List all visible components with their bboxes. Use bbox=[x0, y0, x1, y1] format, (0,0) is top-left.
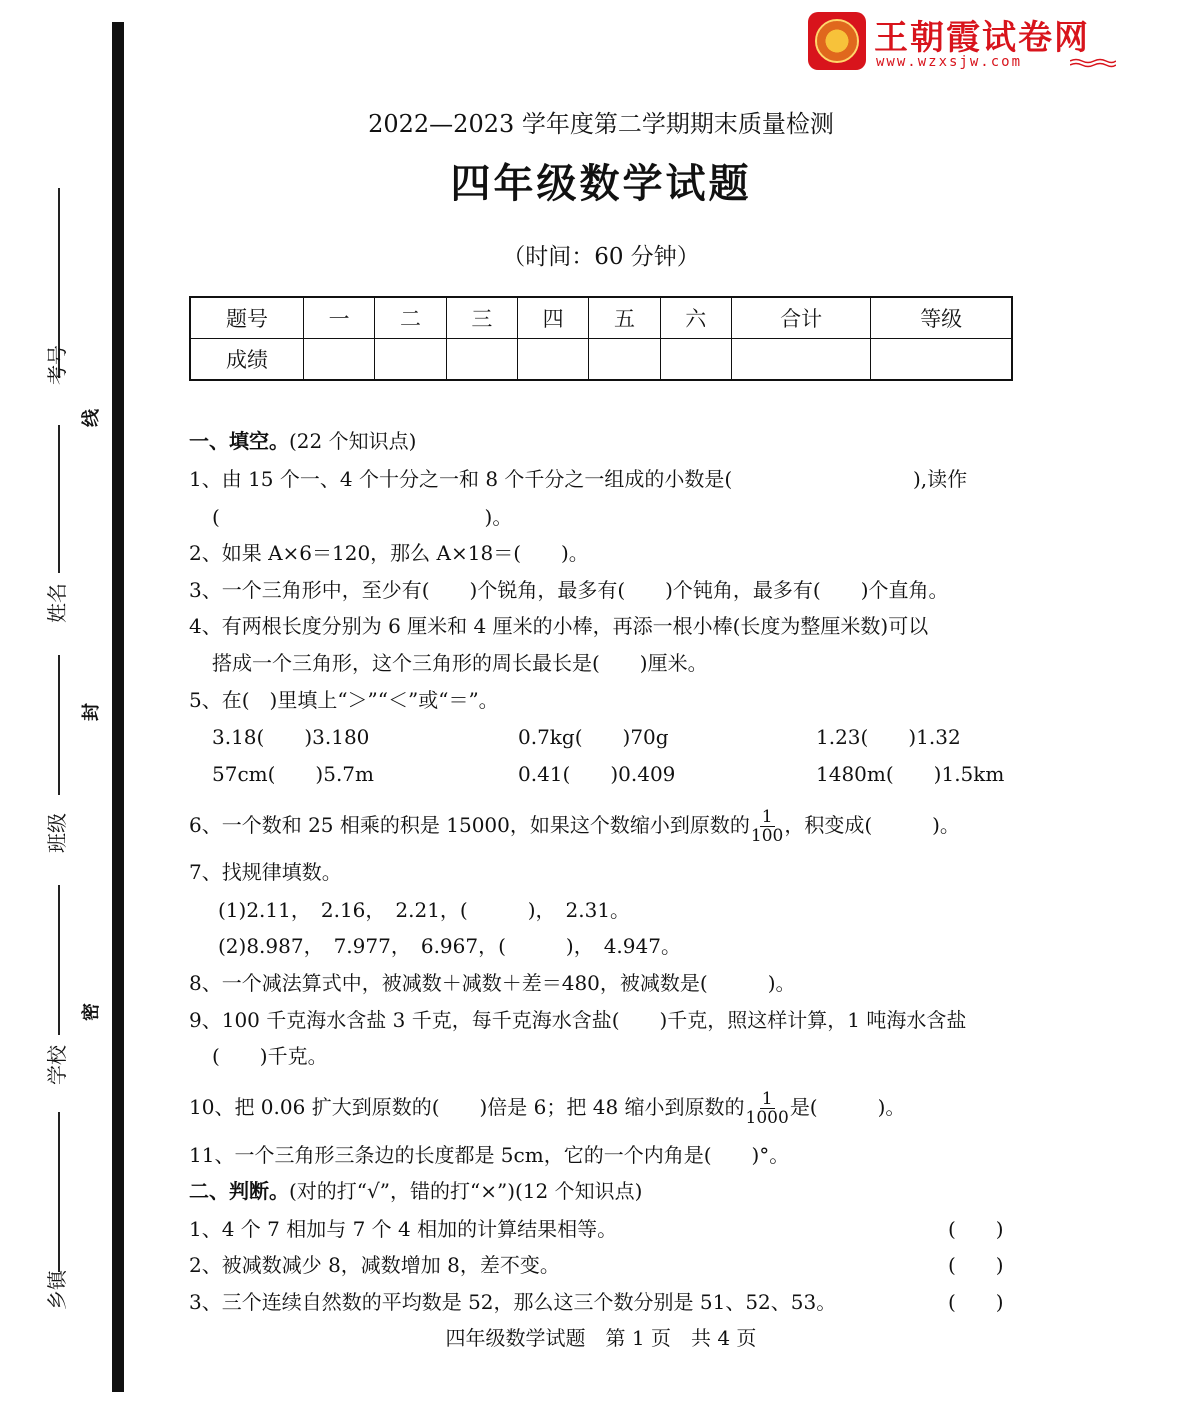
score-table bbox=[189, 296, 1013, 381]
town-label: 乡镇 bbox=[44, 1270, 69, 1310]
student-name-label: 姓名 bbox=[44, 583, 69, 623]
fraction-denominator: 100 bbox=[750, 826, 784, 846]
question-8: 8、一个减法算式中，被减数＋减数＋差＝480，被减数是( )。 bbox=[189, 971, 796, 995]
judge-item: 3、三个连续自然数的平均数是 52，那么这三个数分别是 51、52、53。 bbox=[189, 1290, 837, 1314]
page-footer: 四年级数学试题 第 1 页 共 4 页 bbox=[445, 1326, 757, 1350]
score-input-cell[interactable] bbox=[304, 339, 375, 381]
section1-note: (22 个知识点) bbox=[289, 429, 417, 453]
compare-item: 1.23( )1.32 bbox=[816, 725, 961, 749]
score-input-cell[interactable] bbox=[871, 339, 1012, 381]
site-logo bbox=[808, 10, 1118, 74]
cut-mark-line: 线 bbox=[81, 409, 102, 427]
question-9-continued: ( )千克。 bbox=[212, 1044, 328, 1068]
logo-url: www.wzxsjw.com bbox=[876, 54, 1023, 70]
question-1-text-end: ),读作 bbox=[912, 467, 968, 491]
binding-line bbox=[58, 1112, 60, 1272]
question-7-1: (1)2.11， 2.16， 2.21，( )， 2.31。 bbox=[218, 898, 631, 922]
question-1-paren-open: ( bbox=[212, 505, 220, 529]
question-6-text-end: ，积变成( )。 bbox=[784, 813, 960, 837]
section1-heading bbox=[189, 427, 1015, 455]
question-4: 4、有两根长度分别为 6 厘米和 4 厘米的小棒，再添一根小棒(长度为整厘米数)可以 bbox=[189, 614, 929, 638]
fraction-numerator: 1 bbox=[761, 807, 773, 827]
exam-title: 四年级数学试题 bbox=[450, 160, 752, 207]
section2-note: (对的打“√”，错的打“×”)(12 个知识点) bbox=[289, 1179, 643, 1203]
score-header-cell: 等级 bbox=[871, 297, 1012, 339]
exam-subtitle: 2022—2023 学年度第二学期期末质量检测 bbox=[368, 110, 834, 138]
exam-time: （时间：60 分钟） bbox=[502, 244, 700, 270]
question-6-text: 6、一个数和 25 相乘的积是 15000，如果这个数缩小到原数的 bbox=[189, 813, 750, 837]
score-table-score-row bbox=[190, 339, 1012, 381]
score-row-label: 成绩 bbox=[190, 339, 304, 381]
score-header-cell: 二 bbox=[375, 297, 446, 339]
class-label: 班级 bbox=[44, 813, 69, 853]
section2-heading bbox=[189, 1177, 1015, 1205]
judge-answer-box[interactable]: ( ) bbox=[948, 1290, 1004, 1314]
section1-title: 一、填空。 bbox=[189, 429, 289, 453]
question-1-continued bbox=[212, 503, 1038, 531]
question-9: 9、100 千克海水含盐 3 千克，每千克海水含盐( )千克，照这样计算，1 吨海水含盐 bbox=[189, 1008, 967, 1032]
binding-line bbox=[58, 655, 60, 795]
question-3: 3、一个三角形中，至少有( )个锐角，最多有( )个钝角，最多有( )个直角。 bbox=[189, 578, 949, 602]
fraction bbox=[746, 1090, 789, 1127]
question-10-text: 10、把 0.06 扩大到原数的( )倍是 6；把 48 缩小到原数的 bbox=[189, 1095, 745, 1119]
compare-item: 0.41( )0.409 bbox=[518, 762, 676, 786]
binding-line bbox=[58, 425, 60, 573]
score-input-cell[interactable] bbox=[446, 339, 517, 381]
judge-answer-box[interactable]: ( ) bbox=[948, 1253, 1004, 1277]
judge-answer-box[interactable]: ( ) bbox=[948, 1217, 1004, 1241]
exam-number-label: 考号 bbox=[44, 345, 69, 385]
compare-item: 0.7kg( )70g bbox=[518, 725, 669, 749]
score-input-cell[interactable] bbox=[660, 339, 731, 381]
score-input-cell[interactable] bbox=[731, 339, 870, 381]
score-input-cell[interactable] bbox=[589, 339, 660, 381]
question-1 bbox=[189, 465, 1015, 493]
question-7: 7、找规律填数。 bbox=[189, 860, 342, 884]
question-5: 5、在( )里填上“＞”“＜”或“＝”。 bbox=[189, 688, 499, 712]
question-2: 2、如果 A×6＝120，那么 A×18＝( )。 bbox=[189, 541, 589, 565]
section2-title: 二、判断。 bbox=[189, 1179, 289, 1203]
judge-item: 2、被减数减少 8，减数增加 8，差不变。 bbox=[189, 1253, 560, 1277]
question-4-continued: 搭成一个三角形，这个三角形的周长最长是( )厘米。 bbox=[212, 651, 708, 675]
compare-item: 1480m( )1.5km bbox=[816, 762, 1005, 786]
score-header-cell: 四 bbox=[517, 297, 588, 339]
cut-mark-seal: 封 bbox=[81, 703, 102, 721]
score-input-cell[interactable] bbox=[375, 339, 446, 381]
score-header-cell: 题号 bbox=[190, 297, 304, 339]
question-1-text: 1、由 15 个一、4 个十分之一和 8 个千分之一组成的小数是( bbox=[189, 467, 733, 491]
score-table-header-row bbox=[190, 297, 1012, 339]
fraction-numerator: 1 bbox=[761, 1089, 773, 1109]
score-header-cell: 六 bbox=[660, 297, 731, 339]
compare-item: 57cm( )5.7m bbox=[212, 762, 374, 786]
score-header-cell: 三 bbox=[446, 297, 517, 339]
fraction-denominator: 1000 bbox=[745, 1108, 789, 1128]
question-1-paren-close: )。 bbox=[484, 505, 513, 529]
question-7-2: (2)8.987， 7.977， 6.967，( )， 4.947。 bbox=[218, 934, 681, 958]
question-6 bbox=[189, 808, 1015, 845]
compare-item: 3.18( )3.180 bbox=[212, 725, 370, 749]
logo-wave-icon bbox=[1070, 58, 1116, 68]
score-header-cell: 合计 bbox=[731, 297, 870, 339]
score-header-cell: 五 bbox=[589, 297, 660, 339]
question-10 bbox=[189, 1090, 1015, 1127]
school-label: 学校 bbox=[44, 1045, 69, 1085]
judge-item: 1、4 个 7 相加与 7 个 4 相加的计算结果相等。 bbox=[189, 1217, 618, 1241]
score-header-cell: 一 bbox=[304, 297, 375, 339]
question-10-text-end: 是( )。 bbox=[789, 1095, 906, 1119]
fraction bbox=[751, 808, 783, 845]
binding-line bbox=[58, 885, 60, 1035]
binding-bar bbox=[112, 22, 124, 1392]
score-input-cell[interactable] bbox=[517, 339, 588, 381]
cut-mark-secret: 密 bbox=[81, 1003, 102, 1021]
question-11: 11、一个三角形三条边的长度都是 5cm，它的一个内角是( )°。 bbox=[189, 1143, 790, 1167]
logo-name: 王朝霞试卷网 bbox=[874, 18, 1090, 58]
logo-badge-icon bbox=[808, 12, 866, 70]
